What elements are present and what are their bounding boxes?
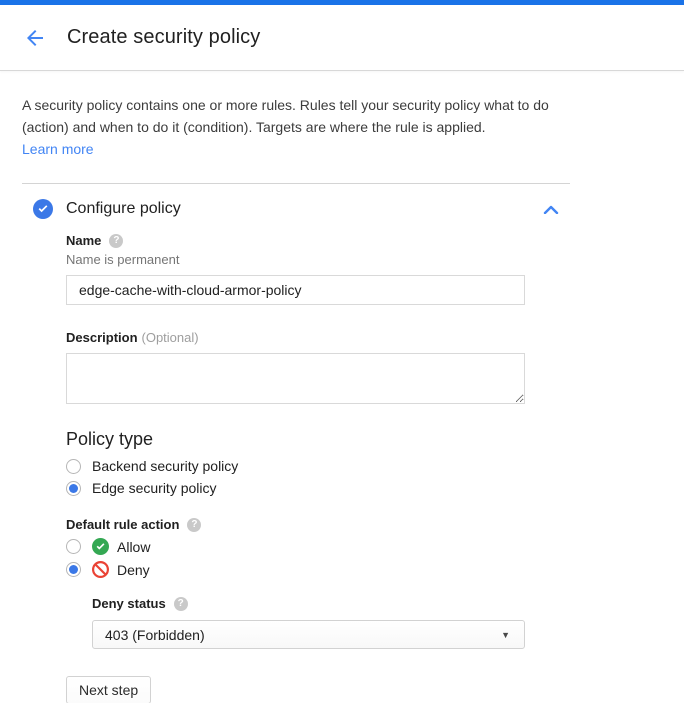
radio-button-selected[interactable] [66, 481, 81, 496]
back-button[interactable] [22, 25, 48, 51]
default-rule-action-help-icon[interactable]: ? [187, 518, 201, 532]
name-input[interactable] [66, 275, 525, 305]
learn-more-link[interactable]: Learn more [22, 141, 94, 157]
radio-label: Deny [117, 561, 150, 578]
deny-status-selected-value: 403 (Forbidden) [105, 626, 205, 643]
radio-label: Allow [117, 538, 151, 555]
back-arrow-icon [23, 26, 47, 50]
radio-label: Backend security policy [92, 458, 239, 474]
collapse-section-button[interactable] [540, 198, 562, 220]
description-field-block [66, 330, 684, 404]
deny-status-label: Deny status [92, 596, 166, 611]
deny-status-help-icon[interactable]: ? [174, 597, 188, 611]
default-rule-action-label: Default rule action [66, 517, 180, 532]
radio-button-unselected[interactable] [66, 539, 81, 554]
radio-edge-security-policy[interactable] [66, 480, 684, 496]
allow-check-icon [92, 538, 109, 555]
description-label: Description [66, 330, 138, 345]
step-complete-check-icon [33, 199, 53, 219]
description-textarea[interactable] [66, 353, 525, 404]
radio-button-selected[interactable] [66, 562, 81, 577]
deny-status-dropdown[interactable] [92, 620, 525, 649]
radio-button-unselected[interactable] [66, 459, 81, 474]
dropdown-arrow-icon: ▼ [501, 630, 510, 640]
intro-text: A security policy contains one or more rules. Rules tell your security policy what to do (action) and when to do it (condition). Targets are where the rule is applied. [22, 97, 549, 135]
page-header [0, 5, 684, 71]
configure-policy-section-header[interactable] [0, 184, 570, 220]
name-label: Name [66, 233, 102, 248]
description-optional-label: (Optional) [141, 330, 199, 345]
deny-status-block [92, 596, 684, 649]
radio-label: Edge security policy [92, 480, 217, 496]
name-help-icon[interactable]: ? [109, 234, 123, 248]
name-hint: Name is permanent [66, 252, 180, 267]
chevron-up-icon [543, 204, 559, 214]
radio-deny[interactable] [66, 561, 684, 578]
policy-type-heading: Policy type [66, 429, 154, 449]
next-step-button[interactable]: Next step [66, 676, 151, 703]
deny-block-icon [92, 561, 109, 578]
radio-backend-security-policy[interactable] [66, 458, 684, 474]
section-title: Configure policy [66, 200, 181, 217]
intro-paragraph [22, 94, 570, 160]
name-field-block [66, 233, 684, 305]
page-title: Create security policy [67, 26, 261, 48]
radio-allow[interactable] [66, 538, 684, 555]
default-rule-action-block [66, 517, 684, 649]
configure-policy-form [66, 233, 684, 703]
